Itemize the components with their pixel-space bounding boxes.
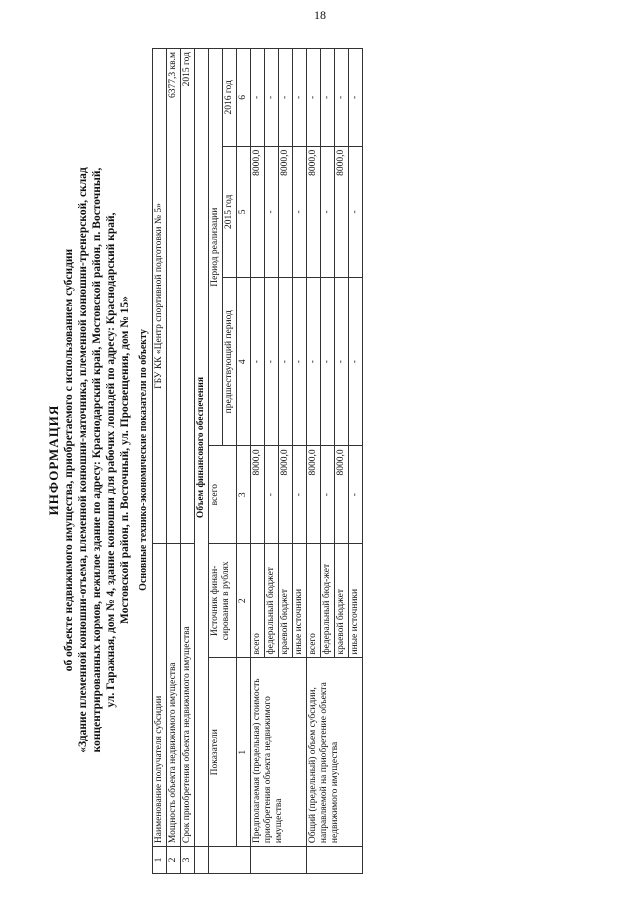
value-2016: -: [279, 49, 293, 147]
total-value: 8000,0: [335, 446, 349, 544]
document-title: ИНФОРМАЦИЯ: [46, 404, 61, 516]
source-label: федеральный бюд-жет: [321, 544, 335, 658]
total-value: -: [321, 446, 335, 544]
source-label: всего: [251, 544, 265, 658]
source-label: всего: [307, 544, 321, 658]
prev-value: -: [307, 278, 321, 446]
table-header-row: [209, 49, 223, 874]
table-row: [153, 49, 167, 874]
value-2016: -: [349, 49, 363, 147]
table-row: [167, 49, 181, 874]
header-source: Источник финан-сирования в рублях: [209, 544, 237, 658]
row-value: 6377,3 кв.м: [167, 49, 181, 544]
header-indicators: Показатели: [209, 658, 237, 847]
value-2015: -: [321, 146, 335, 277]
header-2015: 2015 год: [223, 146, 237, 277]
page-number: 18: [314, 8, 326, 22]
row-label: Мощность объекта недвижимого имущества: [167, 544, 181, 847]
prev-value: -: [321, 278, 335, 446]
column-number-row: [237, 49, 251, 874]
row-label: Наименование получателя субсидии: [153, 544, 167, 847]
finance-section-label: Объем финансового обеспечения: [195, 49, 209, 847]
document-header: [46, 40, 149, 880]
column-number: 6: [237, 49, 251, 147]
rotated-document-page: [40, 40, 615, 880]
indicator-label: Предполагаемая (предельная) стоимость приобретения объекта недвижимого имущества: [251, 658, 307, 847]
subtitle-line-3: концентрированных кормов, нежилое здание по адресу: Краснодарский край, Мостовской район, п. Восточный,: [91, 167, 103, 753]
source-label: краевой бюджет: [335, 544, 349, 658]
subtitle-line-1: об объекте недвижимого имущества, приобретаемого с использованием субсидии: [63, 248, 75, 672]
header-2016: 2016 год: [223, 49, 237, 147]
row-number: 1: [153, 847, 167, 874]
prev-value: -: [279, 278, 293, 446]
total-value: 8000,0: [307, 446, 321, 544]
source-label: краевой бюджет: [279, 544, 293, 658]
value-2016: -: [307, 49, 321, 147]
prev-value: -: [335, 278, 349, 446]
table-row: [195, 49, 209, 874]
source-label: иные источники: [349, 544, 363, 658]
subtitle-line-2: «Здание племенной конюшни-отъема, племенной конюшни-маточника, племенной конюшни-тренерской, склад: [77, 167, 89, 753]
subtitle-line-5: Мостовской район, п. Восточный, ул. Просвещения, дом № 15»: [119, 296, 131, 624]
column-number: 2: [237, 544, 251, 658]
total-value: -: [265, 446, 279, 544]
table-row: [181, 49, 195, 874]
total-value: -: [349, 446, 363, 544]
row-number: 3: [181, 847, 195, 874]
value-2015: 8000,0: [307, 146, 321, 277]
subtitle-line-4: ул. Гаражная, дом № 4, здание конюшни для рабочих лошадей по адресу: Краснодарский край,: [105, 212, 117, 708]
indicators-table: [152, 48, 363, 874]
value-2015: 8000,0: [251, 146, 265, 277]
value-2016: -: [251, 49, 265, 147]
value-2016: -: [335, 49, 349, 147]
value-2016: -: [321, 49, 335, 147]
total-value: 8000,0: [279, 446, 293, 544]
value-2015: -: [265, 146, 279, 277]
value-2015: 8000,0: [279, 146, 293, 277]
prev-value: -: [265, 278, 279, 446]
header-total: всего: [209, 446, 237, 544]
row-number: 2: [167, 847, 181, 874]
total-value: -: [293, 446, 307, 544]
section-title: Основные технико-экономические показатели по объекту: [138, 329, 149, 591]
value-2015: -: [349, 146, 363, 277]
indicator-label: Общий (предельный) объем субсидии, направляемой на приобретение объекта недвижимого имущества: [307, 658, 363, 847]
source-label: иные источники: [293, 544, 307, 658]
column-number: 3: [237, 446, 251, 544]
source-label: федеральный бюджет: [265, 544, 279, 658]
row-value: ГБУ КК «Центр спортивной подготовки № 5»: [153, 49, 167, 544]
column-number: 4: [237, 278, 251, 446]
prev-value: -: [251, 278, 265, 446]
value-2015: 8000,0: [335, 146, 349, 277]
total-value: 8000,0: [251, 446, 265, 544]
prev-value: -: [349, 278, 363, 446]
value-2016: -: [293, 49, 307, 147]
header-prev-period: предшествующий период: [223, 278, 237, 446]
table-row: [251, 49, 265, 874]
column-number: 5: [237, 146, 251, 277]
row-label: Срок приобретения объекта недвижимого имущества: [181, 544, 195, 847]
table-row: [307, 49, 321, 874]
value-2015: -: [293, 146, 307, 277]
prev-value: -: [293, 278, 307, 446]
value-2016: -: [265, 49, 279, 147]
column-number: 1: [237, 658, 251, 847]
row-value: 2015 год: [181, 49, 195, 544]
header-period: Период реализации: [209, 49, 223, 446]
